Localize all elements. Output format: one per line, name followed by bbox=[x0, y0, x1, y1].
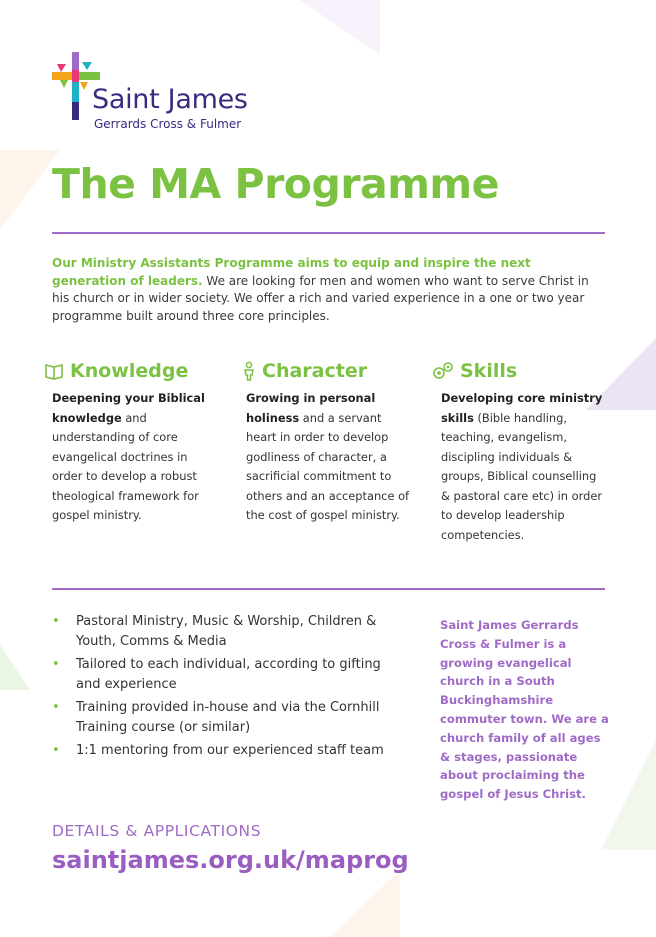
gears-icon bbox=[432, 361, 454, 381]
brand-subtitle: Gerrards Cross & Fulmer bbox=[94, 117, 242, 131]
page-title: The MA Programme bbox=[52, 160, 499, 208]
background-triangle-bottom bbox=[330, 870, 400, 937]
details-url-link[interactable]: saintjames.org.uk/maprog bbox=[52, 846, 409, 874]
background-triangle-left-mid bbox=[0, 645, 30, 690]
principle-bold: Deepening your Biblical knowledge bbox=[52, 391, 205, 425]
person-icon bbox=[242, 361, 256, 381]
list-item: • 1:1 mentoring from our experienced staff team bbox=[52, 741, 402, 761]
intro-body: We are looking for men and women who want to serve Christ in his church or in wider society. We offer a rich and varied experience in a one or two year programme built around three core principles. bbox=[52, 273, 589, 323]
principle-title: Character bbox=[262, 360, 368, 382]
intro-lead: Our Ministry Assistants Programme aims to equip and inspire the next generation of leaders. bbox=[52, 256, 531, 288]
principle-text: and understanding of core evangelical doctrines in order to develop a robust theological framework for gospel ministry. bbox=[52, 410, 199, 522]
principle-title: Skills bbox=[460, 360, 518, 382]
details-label: DETAILS & APPLICATIONS bbox=[52, 822, 262, 840]
list-item: • Tailored to each individual, according to gifting and experience bbox=[52, 657, 381, 692]
principle-text: and a servant heart in order to develop godliness of character, a sacrificial commitment to others and an acceptance of the cost of gospel ministry. bbox=[246, 410, 410, 522]
list-item: • Training provided in-house and via the Cornhill Training course (or similar) bbox=[52, 700, 380, 735]
principle-bold: Developing core ministry skills bbox=[441, 391, 603, 425]
bullet-icon: • bbox=[52, 614, 60, 629]
divider-middle bbox=[52, 588, 605, 590]
book-icon bbox=[44, 362, 64, 380]
list-item: • Pastoral Ministry, Music & Worship, Children & Youth, Comms & Media bbox=[52, 614, 377, 649]
background-triangle-left-top bbox=[0, 150, 60, 230]
principle-skills bbox=[432, 358, 607, 545]
principle-bold: Growing in personal holiness bbox=[246, 391, 376, 425]
bullet-icon: • bbox=[52, 657, 60, 672]
principle-knowledge bbox=[44, 358, 219, 526]
brand-name: Saint James bbox=[92, 84, 248, 115]
divider-top bbox=[52, 232, 605, 234]
brand-logo[interactable] bbox=[52, 52, 252, 134]
feature-list bbox=[52, 612, 402, 764]
intro-paragraph bbox=[52, 255, 605, 325]
principle-character bbox=[242, 358, 412, 526]
background-triangle-top-right bbox=[300, 0, 380, 55]
principle-text: (Bible handling, teaching, evangelism, discipling individuals & groups, Biblical counselling & pastoral care etc) in order to develop leadership competencies. bbox=[441, 410, 603, 542]
principle-title: Knowledge bbox=[70, 360, 189, 382]
bullet-icon: • bbox=[52, 700, 60, 715]
bullet-icon: • bbox=[52, 743, 60, 758]
church-description: Saint James Gerrards Cross & Fulmer is a growing evangelical church in a South Buckinghamshire commuter town. We are a church family of all ages & stages, passionate about proclaiming the gospel of Jesus Christ. bbox=[440, 618, 609, 802]
